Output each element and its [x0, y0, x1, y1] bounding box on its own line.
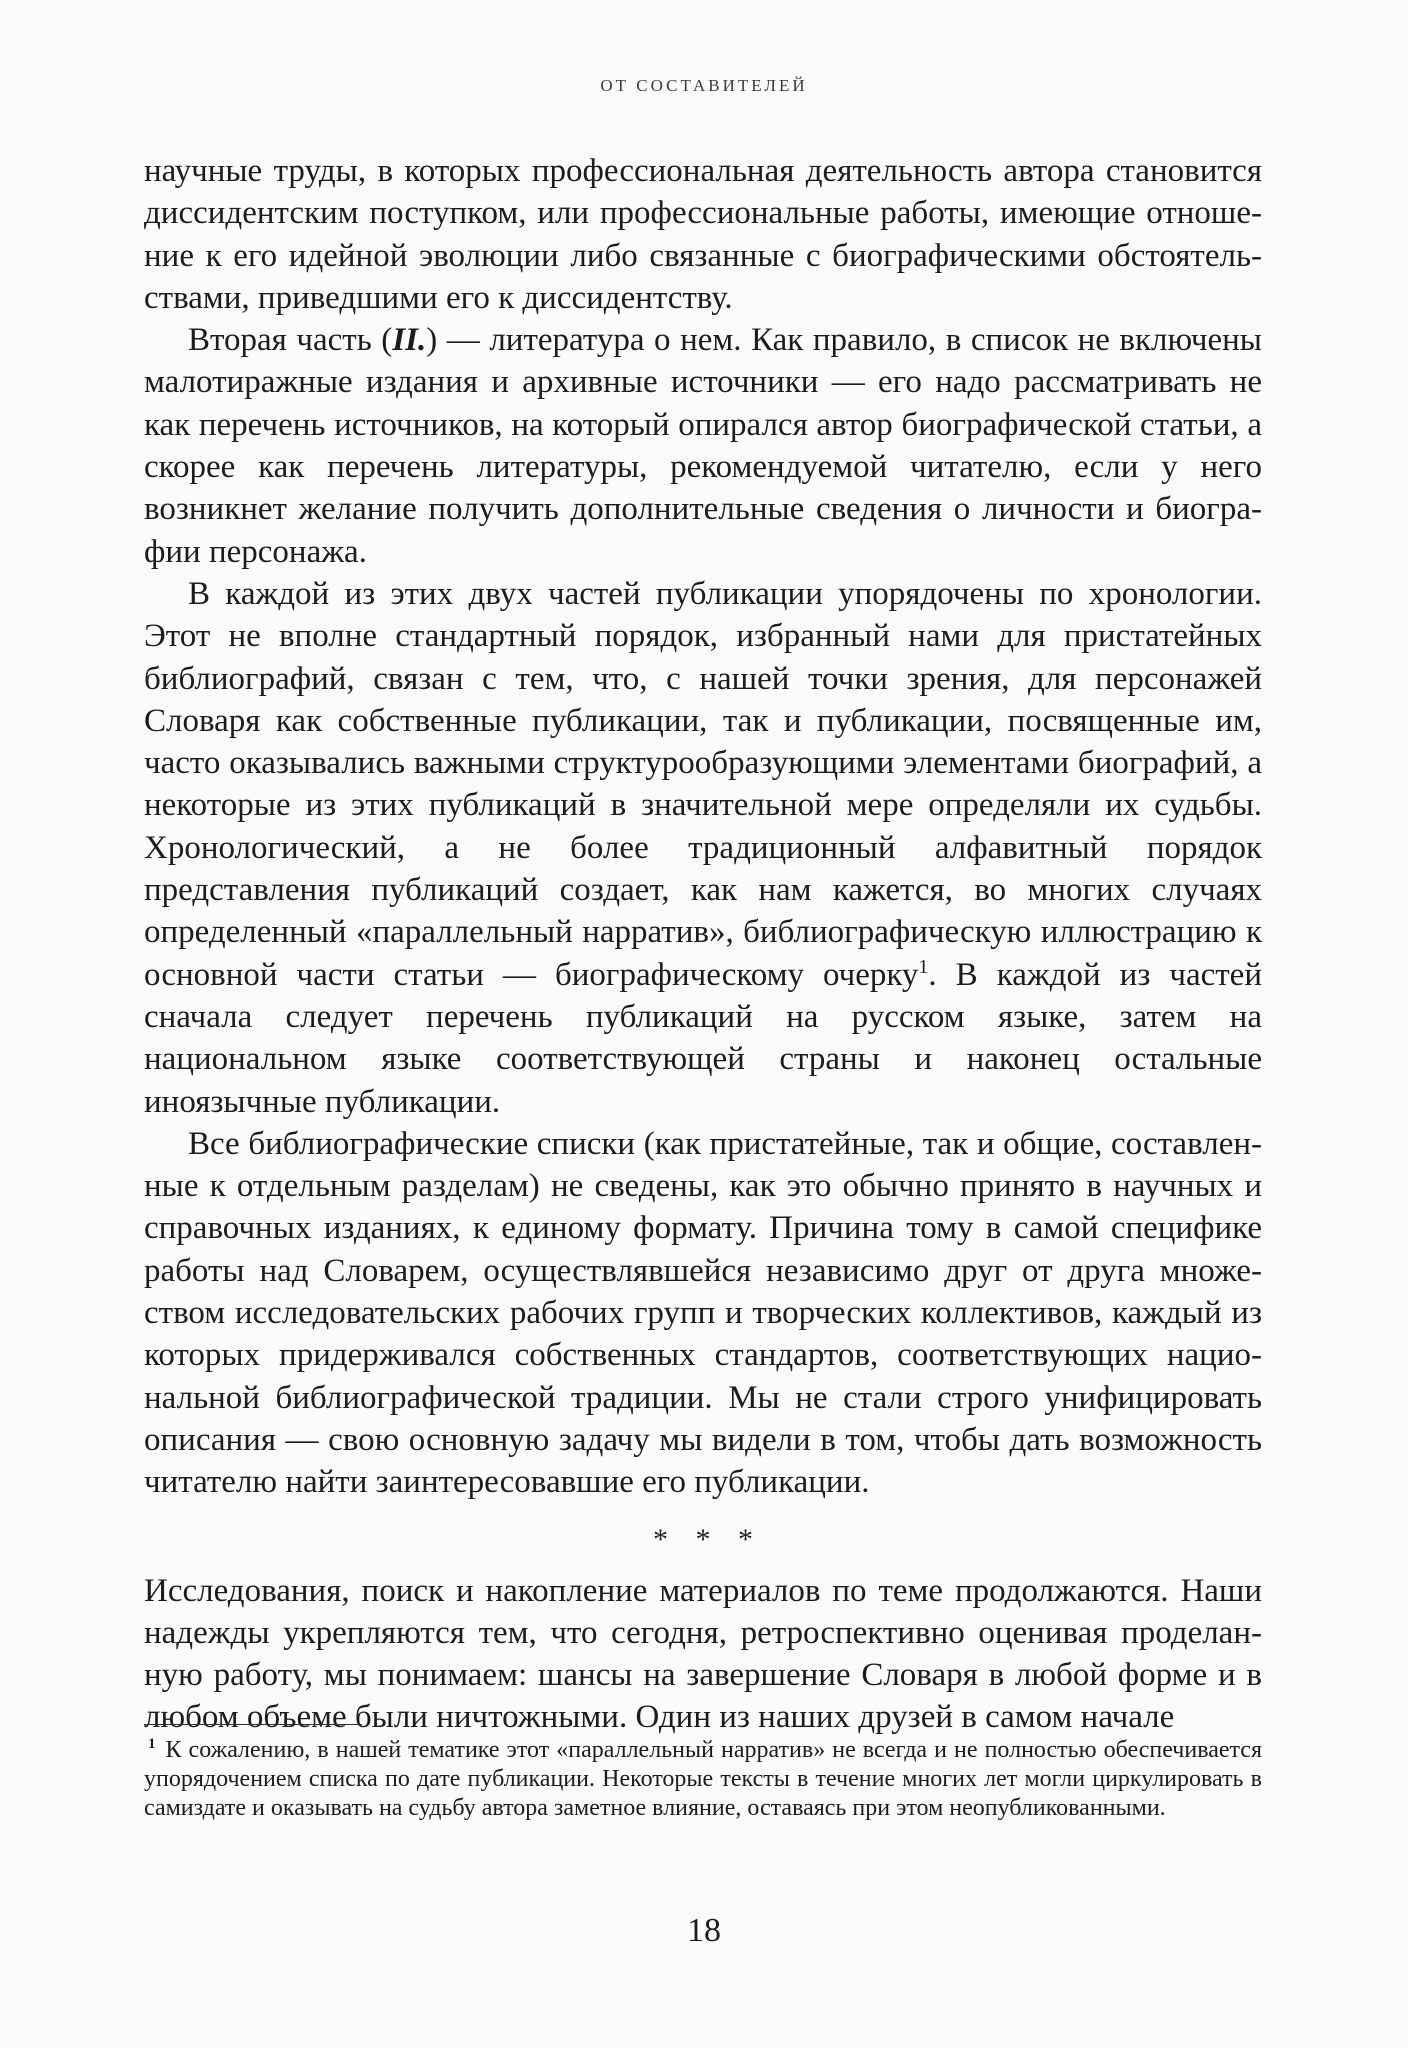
footnote-body: [144, 1736, 1262, 1823]
paragraph-2-rest: ) — литература о нем. Как правило, в список не включены малотиражные издания и архивные источники — его надо рассматривать не как перечень источников, на который опирался автор биографической статьи, а скорее как перечень литературы, рекомендуемой читателю, если у него возникнет желание получить дополнительные сведения о личности и биографии персонажа.: [144, 322, 1262, 570]
footnote-reference[interactable]: 1: [918, 955, 929, 978]
paragraph-3-start: В каждой из этих двух частей публикации упорядочены по хронологии. Этот не вполне стандартный порядок, избранный нами для пристатейных библиографий, связан с тем, что, с нашей точки зрения, для персонажей Словаря как собственные публикации, так и публикации, посвященные им, часто оказывались важными структурообразующими элементами биографий, а некоторые из этих публикаций в значительной мере определяли их судьбы. Хронологический, а не более традиционный алфавитный порядок представления публикаций создает, как нам кажется, во многих случаях определенный «параллельный нарратив», библиографическую иллюстрацию к основной части статьи — биографическому очерку: [144, 575, 1262, 993]
footnote-text: К сожалению, в нашей тематике этот «параллельный нарратив» не всегда и не полностью обеспечивается упорядочением списка по дате публикации. Некоторые тексты в течение многих лет могли циркулировать в самиздате и оказывать на судьбу автора заметное влияние, оставаясь при этом неопубликованными.: [144, 1737, 1262, 1821]
footnote-number: 1: [148, 1736, 156, 1752]
footnote: [144, 1736, 1262, 1823]
paragraph-2: [144, 319, 1262, 573]
running-head: ОТ СОСТАВИТЕЛЕЙ: [600, 76, 808, 95]
page-number: 18: [687, 1912, 721, 1949]
paragraph-4: Все библиографические списки (как пристатейные, так и общие, составленные к отдельным разделам) не сведены, как это обычно принято в научных и справочных изданиях, к единому формату. Причина тому в самой специфике работы над Словарем, осуществлявшейся независимо друг от друга множеством исследовательских рабочих групп и творческих коллективов, каждый из которых придерживался собственных стандартов, соответствующих национальной библиографической традиции. Мы не стали строго унифицировать описания — свою основную задачу мы видели в том, чтобы дать возможность читателю найти заинтересовавшие его публикации.: [144, 1125, 1262, 1501]
paragraph-3: [144, 573, 1262, 1123]
paragraph-5: Исследования, поиск и накопление материалов по теме продолжаются. Наши надежды укрепляются тем, что сегодня, ретроспективно оценивая проделанную работу, мы понимаем: шансы на завершение Словаря в любой форме и в любом объеме были ничтожными. Один из наших друзей в самом начале: [144, 1572, 1262, 1736]
footnote-divider: [144, 1724, 362, 1725]
part-two-marker: II.: [392, 322, 427, 359]
paragraph-2-start: Вторая часть (: [188, 322, 393, 359]
main-text: [144, 150, 1262, 1739]
paragraph-1: научные труды, в которых профессиональная деятельность автора становится диссидентским поступком, или профессиональные работы, имеющие отношение к его идейной эволюции либо связанные с биографическими обстоятельствами, приведшими его к диссидентству.: [144, 153, 1262, 316]
section-break-asterisks: * * *: [653, 1522, 763, 1556]
paragraph-3-rest: . В каждой из частей сначала следует перечень публикаций на русском языке, затем на национальном языке соответствующей страны и наконец остальные иноязычные публикации.: [144, 956, 1262, 1120]
